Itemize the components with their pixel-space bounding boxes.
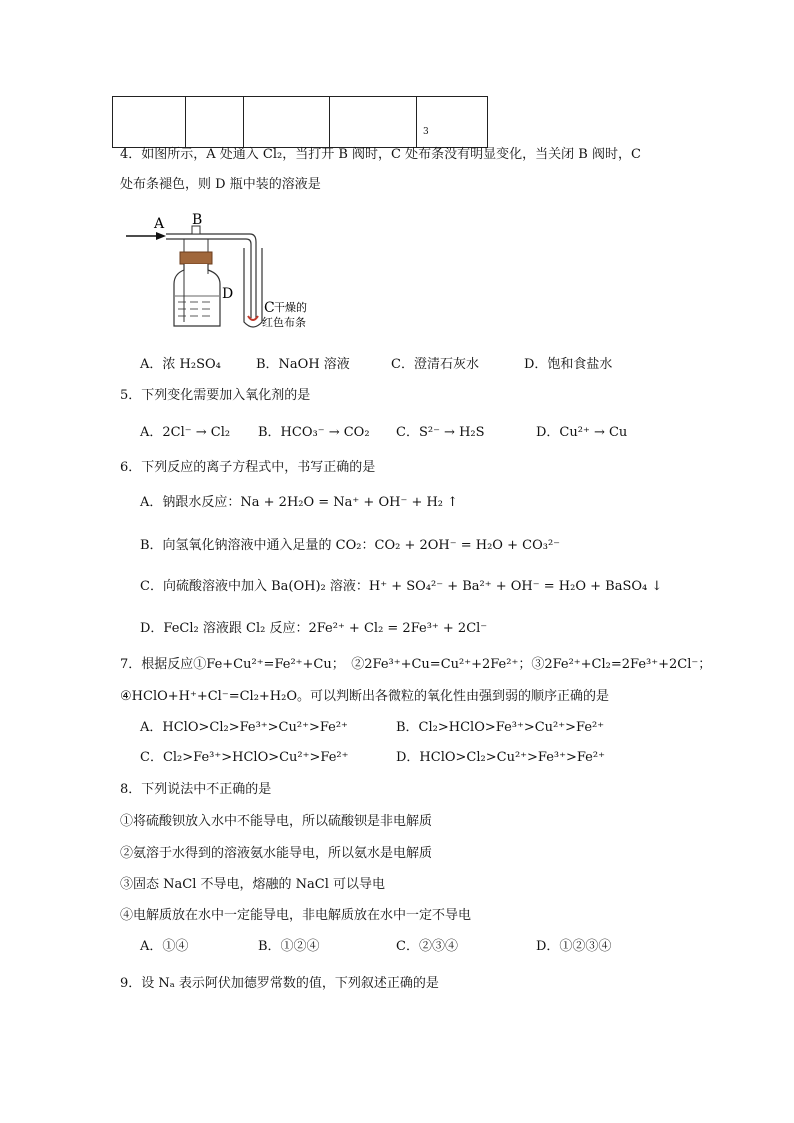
q7-option-c: C．Cl₂>Fe³⁺>HClO>Cu²⁺>Fe²⁺ [140, 750, 349, 765]
q5-option-d: D．Cu²⁺ → Cu [536, 425, 628, 440]
q6-option-a: A．钠跟水反应：Na + 2H₂O = Na⁺ + OH⁻ + H₂ ↑ [140, 495, 459, 510]
q4-apparatus-figure [122, 212, 322, 334]
q9-stem: 9．设 Nₐ 表示阿伏加德罗常数的值，下列叙述正确的是 [120, 976, 439, 991]
q8-option-d: D．①②③④ [536, 939, 612, 954]
q4-option-c: C．澄清石灰水 [391, 357, 479, 372]
q5-option-a: A．2Cl⁻ → Cl₂ [140, 425, 231, 440]
label-c-text2: 红色布条 [262, 316, 306, 329]
label-c-text1: 干燥的 [274, 301, 307, 314]
q4-stem-line1: 4．如图所示，A 处通入 Cl₂，当打开 B 阀时，C 处布条没有明显变化，当关闭 B 阀时，C [120, 147, 641, 162]
table-cell [113, 97, 186, 148]
label-a: A [154, 216, 165, 232]
q4-option-b: B．NaOH 溶液 [256, 357, 350, 372]
label-d: D [222, 286, 234, 302]
q7-option-a: A．HClO>Cl₂>Fe³⁺>Cu²⁺>Fe²⁺ [140, 720, 348, 735]
q4-option-d: D．饱和食盐水 [524, 357, 613, 372]
q6-option-c: C．向硫酸溶液中加入 Ba(OH)₂ 溶液：H⁺ + SO₄²⁻ + Ba²⁺ + OH⁻ = H₂O + BaSO₄ ↓ [140, 579, 663, 594]
q5-option-b: B．HCO₃⁻ → CO₂ [258, 425, 370, 440]
bottle-liquid [175, 296, 219, 325]
inlet-arrowhead [156, 232, 166, 240]
red-cloth-strip [248, 316, 258, 320]
q8-statement-3: ③固态 NaCl 不导电，熔融的 NaCl 可以导电 [120, 877, 385, 892]
q7-option-b: B．Cl₂>HClO>Fe³⁺>Cu²⁺>Fe²⁺ [396, 720, 605, 735]
table-cell [186, 97, 244, 148]
label-c: C [264, 300, 275, 316]
bottle-stopper [180, 252, 212, 264]
table-cell: 3 [417, 97, 488, 148]
q5-option-c: C．S²⁻ → H₂S [396, 425, 485, 440]
label-b: B [192, 212, 203, 228]
q8-statement-4: ④电解质放在水中一定能导电，非电解质放在水中一定不导电 [120, 908, 472, 923]
q4-stem-line2: 处布条褪色，则 D 瓶中装的溶液是 [120, 177, 321, 192]
test-tube-c [244, 248, 262, 327]
q4-option-a: A．浓 H₂SO₄ [140, 357, 221, 372]
q8-stem: 8．下列说法中不正确的是 [120, 782, 272, 797]
q8-statement-2: ②氨溶于水得到的溶液氨水能导电，所以氨水是电解质 [120, 846, 433, 861]
q6-stem: 6．下列反应的离子方程式中，书写正确的是 [120, 460, 376, 475]
table-cell [244, 97, 330, 148]
q7-option-d: D．HClO>Cl₂>Cu²⁺>Fe³⁺>Fe²⁺ [396, 750, 605, 765]
q7-stem-line1: 7．根据反应①Fe+Cu²⁺=Fe²⁺+Cu； ②2Fe³⁺+Cu=Cu²⁺+2Fe²⁺；③2Fe²⁺+Cl₂=2Fe³⁺+2Cl⁻； [120, 657, 712, 672]
answer-table [112, 96, 488, 148]
q8-option-b: B．①②④ [258, 939, 320, 954]
q7-stem-line2: ④HClO+H⁺+Cl⁻=Cl₂+H₂O。可以判断出各微粒的氧化性由强到弱的顺序正确的是 [120, 689, 610, 704]
q6-option-d: D．FeCl₂ 溶液跟 Cl₂ 反应：2Fe²⁺ + Cl₂ = 2Fe³⁺ + 2Cl⁻ [140, 621, 488, 636]
q6-option-b: B．向氢氧化钠溶液中通入足量的 CO₂：CO₂ + 2OH⁻ = H₂O + CO₃²⁻ [140, 538, 561, 553]
q8-option-c: C．②③④ [396, 939, 458, 954]
q5-stem: 5．下列变化需要加入氧化剂的是 [120, 388, 311, 403]
q8-option-a: A．①④ [140, 939, 189, 954]
table-row [113, 97, 488, 148]
pipe-bend-inner [246, 239, 251, 318]
q8-statement-1: ①将硫酸钡放入水中不能导电，所以硫酸钡是非电解质 [120, 814, 433, 829]
table-cell [330, 97, 417, 148]
